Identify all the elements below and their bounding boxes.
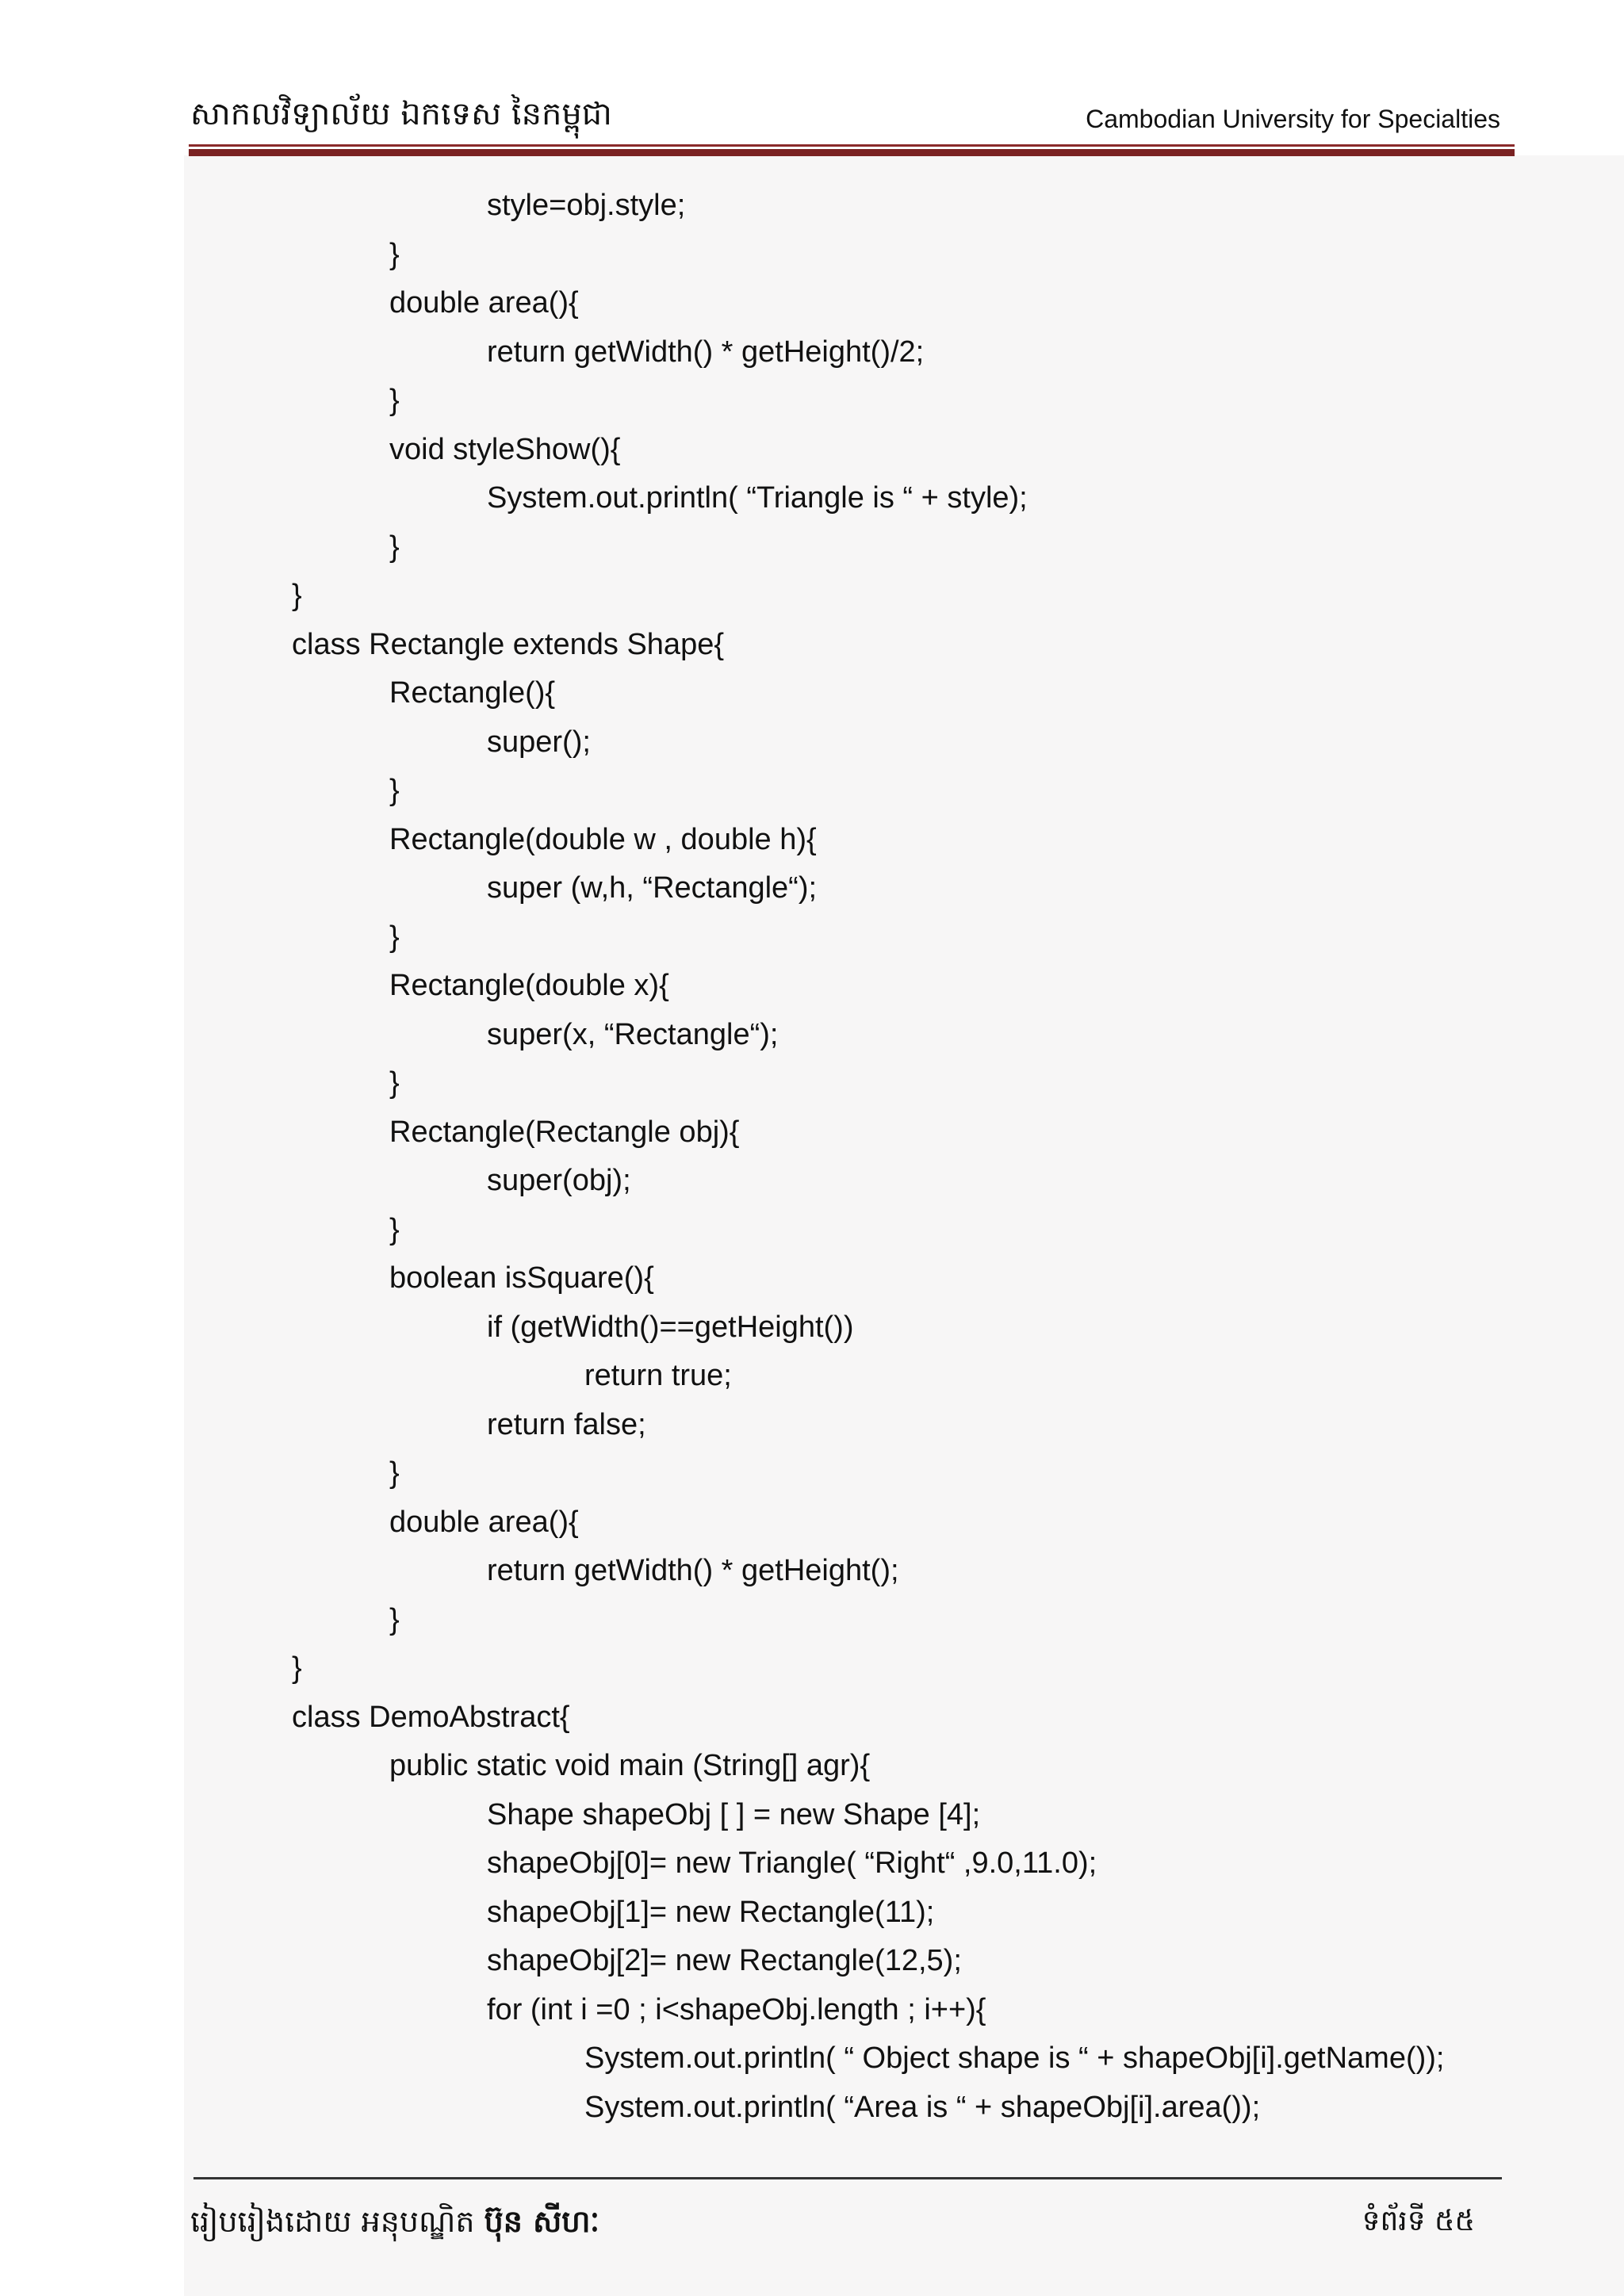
code-line: } bbox=[389, 774, 400, 807]
code-line: return true; bbox=[584, 1359, 732, 1392]
code-line: double area(){ bbox=[389, 1505, 579, 1539]
code-line: shapeObj[1]= new Rectangle(11); bbox=[487, 1895, 935, 1929]
code-line: if (getWidth()==getHeight()) bbox=[487, 1310, 854, 1344]
header-divider-thin bbox=[189, 144, 1515, 147]
code-line: } bbox=[389, 237, 400, 271]
code-line: class Rectangle extends Shape{ bbox=[292, 627, 725, 661]
code-line: for (int i =0 ; i<shapeObj.length ; i++){ bbox=[487, 1992, 986, 2026]
code-line: super(); bbox=[487, 725, 591, 759]
code-line: super (w,h, “Rectangle“); bbox=[487, 871, 818, 905]
university-name-english: Cambodian University for Specialties bbox=[1086, 105, 1500, 133]
page-number: ទំព័រទី ៥៥ bbox=[1362, 2205, 1475, 2237]
code-line: return getWidth() * getHeight()/2; bbox=[487, 335, 925, 369]
code-line: shapeObj[2]= new Rectangle(12,5); bbox=[487, 1944, 962, 1977]
code-line: super(obj); bbox=[487, 1164, 631, 1197]
code-line: Shape shapeObj [ ] = new Shape [4]; bbox=[487, 1797, 981, 1831]
code-line: style=obj.style; bbox=[487, 189, 686, 222]
code-line: } bbox=[389, 1066, 400, 1100]
code-line: class DemoAbstract{ bbox=[292, 1700, 570, 1734]
university-name-khmer: សាកលវិទ្យាល័យ ឯកទេស នៃកម្ពុជា bbox=[190, 96, 612, 132]
code-line: Rectangle(){ bbox=[389, 676, 556, 710]
code-line: return false; bbox=[487, 1407, 646, 1441]
code-line: } bbox=[389, 384, 400, 417]
code-line: super(x, “Rectangle“); bbox=[487, 1017, 779, 1051]
code-line: Rectangle(Rectangle obj){ bbox=[389, 1115, 740, 1149]
code-line: System.out.println( “ Object shape is “ + shapeObj[i].getName()); bbox=[584, 2042, 1445, 2075]
code-line: System.out.println( “Triangle is “ + style); bbox=[487, 481, 1028, 515]
code-line: Rectangle(double x){ bbox=[389, 969, 669, 1002]
code-line: } bbox=[389, 920, 400, 954]
header-divider-thick bbox=[189, 149, 1515, 156]
code-line: } bbox=[292, 579, 302, 612]
code-line: Rectangle(double w , double h){ bbox=[389, 822, 817, 856]
code-line: System.out.println( “Area is “ + shapeObj[i].area()); bbox=[584, 2090, 1261, 2124]
author-name: ប៊ុន សីហៈ bbox=[484, 2204, 600, 2239]
footer-credit bbox=[190, 2202, 599, 2247]
code-line: boolean isSquare(){ bbox=[389, 1261, 654, 1295]
prepared-by-label: រៀបរៀងដោយ អនុបណ្ឌិត bbox=[190, 2204, 475, 2239]
code-line: double area(){ bbox=[389, 286, 579, 320]
code-line: shapeObj[0]= new Triangle( “Right“ ,9.0,11.0); bbox=[487, 1846, 1097, 1880]
code-line: } bbox=[389, 1456, 400, 1490]
code-line: } bbox=[292, 1651, 302, 1685]
code-line: } bbox=[389, 530, 400, 564]
code-line: void styleShow(){ bbox=[389, 432, 621, 466]
footer-divider bbox=[193, 2177, 1502, 2179]
code-line: public static void main (String[] agr){ bbox=[389, 1749, 871, 1782]
code-line: return getWidth() * getHeight(); bbox=[487, 1554, 899, 1587]
code-line: } bbox=[389, 1602, 400, 1636]
code-line: } bbox=[389, 1212, 400, 1246]
